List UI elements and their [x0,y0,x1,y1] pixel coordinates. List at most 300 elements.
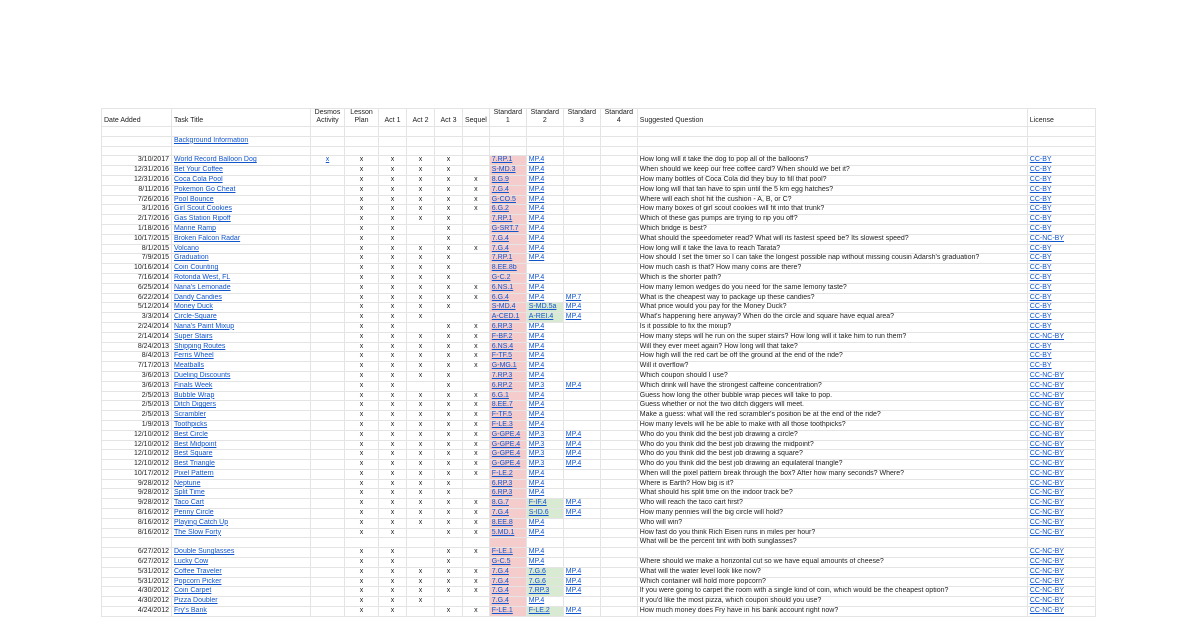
sequel-cell [463,607,490,617]
date-cell: 2/14/2014 [137,332,169,340]
standard-1-link[interactable]: 6.G.4 [491,293,509,301]
standard-3-link[interactable]: MP.4 [565,460,582,468]
standard-1-link[interactable]: 6.RP.3 [491,322,513,330]
standard-1-cell [489,440,526,450]
standard-2-link[interactable]: MP.4 [528,342,545,350]
act2-mark: x [418,450,423,458]
standard-1-link[interactable]: S-MD.3 [491,166,516,174]
standard-1-link[interactable]: G-MG.1 [491,362,517,370]
license-link[interactable]: CC-NC-BY [1029,391,1065,399]
license-link[interactable]: CC-BY [1029,293,1052,301]
standard-1-cell [489,156,526,166]
task-title-link[interactable]: The Slow Forty [174,528,222,536]
license-cell [1027,371,1095,381]
standard-2-link[interactable]: MP.4 [528,558,545,566]
standard-1-link[interactable]: G-C.2 [491,273,511,281]
task-title-link[interactable]: Best Square [174,450,213,458]
task-title-cell [172,166,311,176]
desmos-activity-cell [311,401,345,411]
date-cell: 10/16/2014 [133,264,169,272]
license-cell [1027,166,1095,176]
standard-1-link[interactable]: 8.G.7 [491,499,509,507]
standard-2-cell [526,332,563,342]
license-link[interactable]: CC-NC-BY [1029,420,1065,428]
standard-3-cell [563,479,600,489]
task-title-link[interactable]: Popcorn Picker [174,577,222,585]
license-link[interactable]: CC-BY [1029,352,1052,360]
task-title-link[interactable]: Dueling Discounts [174,371,231,379]
standard-3-link[interactable]: MP.4 [565,440,582,448]
suggested-question: Guess whether or not the two ditch diggers will meet. [639,401,804,409]
task-title-link[interactable]: Coca Cola Pool [174,175,223,183]
standard-4-cell [600,587,637,597]
standard-2-link[interactable]: MP.4 [528,215,545,223]
task-title-cell [172,224,311,234]
license-link[interactable]: CC-BY [1029,264,1052,272]
standard-1-link[interactable]: 7.G.4 [491,587,509,595]
task-title-link[interactable]: World Record Balloon Dog [174,156,257,164]
suggested-question: How fast do you think Rich Eisen runs in miles per hour? [639,528,816,536]
sequel-cell [463,440,490,450]
license-link[interactable]: CC-NC-BY [1029,440,1065,448]
standard-2-link[interactable]: MP.3 [528,440,545,448]
standard-2-link[interactable]: MP.4 [528,166,545,174]
date-cell: 7/17/2013 [137,362,169,370]
task-title-link[interactable]: Broken Falcon Radar [174,234,241,242]
standard-2-link[interactable]: 7.G.6 [528,567,546,575]
task-title-link[interactable]: Split Time [174,489,205,497]
task-title-link[interactable]: Lucky Cow [174,558,209,566]
sequel-cell [463,166,490,176]
standard-1-link[interactable]: S-MD.4 [491,303,516,311]
act1-cell [379,518,407,528]
act3-cell [435,567,463,577]
act3-cell [435,224,463,234]
sequel-mark: x [474,401,478,409]
license-link[interactable]: CC-BY [1029,224,1052,232]
act2-cell [407,205,435,215]
standard-2-link[interactable]: MP.4 [528,548,545,556]
standard-1-cell [489,332,526,342]
license-link[interactable]: CC-NC-BY [1029,489,1065,497]
task-title-link[interactable]: Best Triangle [174,460,215,468]
task-title-link[interactable]: Nana's Paint Mixup [174,322,235,330]
standard-1-link[interactable]: 6.NS.4 [491,342,514,350]
suggested-question-cell [637,528,1027,538]
license-link[interactable]: CC-NC-BY [1029,558,1065,566]
standard-3-link[interactable]: MP.7 [565,293,582,301]
license-link[interactable]: CC-NC-BY [1029,499,1065,507]
license-cell [1027,528,1095,538]
lesson-plan-cell [345,460,379,470]
table-row [102,548,1096,558]
task-title-cell [172,293,311,303]
task-title-link[interactable]: Best Circle [174,430,208,438]
standard-3-link[interactable]: MP.4 [565,567,582,575]
standard-1-link[interactable]: 7.G.4 [491,185,509,193]
license-link[interactable]: CC-BY [1029,254,1052,262]
task-title-link[interactable]: Pool Bounce [174,195,214,203]
act3-mark: x [446,509,451,517]
task-title-link[interactable]: Bubble Wrap [174,391,215,399]
license-link[interactable]: CC-BY [1029,342,1052,350]
task-title-link[interactable]: Meatballs [174,362,204,370]
license-link[interactable]: CC-BY [1029,195,1052,203]
standard-1-cell [489,548,526,558]
standard-1-link[interactable]: G-GPE.4 [491,440,521,448]
standard-1-link[interactable]: G-C.5 [491,558,511,566]
task-title-link[interactable]: Playing Catch Up [174,518,229,526]
sheet-body [102,127,1096,617]
task-title-link[interactable]: Toothpicks [174,420,208,428]
task-title-link[interactable]: Money Duck [174,303,213,311]
task-title-cell [172,175,311,185]
task-title-link[interactable]: Fry's Bank [174,607,207,615]
license-link[interactable]: CC-BY [1029,185,1052,193]
standard-3-link[interactable]: MP.4 [565,607,582,615]
license-link[interactable]: CC-BY [1029,156,1052,164]
background-information-link[interactable]: Background Information [174,136,249,144]
task-title-link[interactable]: Dandy Candies [174,293,222,301]
license-link[interactable]: CC-BY [1029,313,1052,321]
standard-2-link[interactable]: MP.4 [528,469,545,477]
task-title-link[interactable]: Coin Counting [174,264,219,272]
license-link[interactable]: CC-NC-BY [1029,469,1065,477]
standard-3-link[interactable]: MP.4 [565,499,582,507]
task-title-link[interactable]: Bet Your Coffee [174,166,223,174]
standard-2-cell [526,322,563,332]
lesson-plan-cell [345,567,379,577]
license-cell [1027,322,1095,332]
standard-1-link[interactable]: G-SRT.7 [491,224,519,232]
license-link[interactable]: CC-NC-BY [1029,234,1065,242]
standard-1-link[interactable]: 6.RP.2 [491,381,513,389]
license-link[interactable]: CC-NC-BY [1029,509,1065,517]
act3-mark: x [446,352,451,360]
act1-mark: x [390,558,395,566]
task-title-link[interactable]: Graduation [174,254,209,262]
task-title-link[interactable]: Shipping Routes [174,342,226,350]
date-cell: 2/24/2014 [137,322,169,330]
standard-2-link[interactable]: MP.4 [528,195,545,203]
task-title-link[interactable]: Marine Ramp [174,224,217,232]
standard-1-link[interactable]: F-LE.2 [491,469,513,477]
license-link[interactable]: CC-BY [1029,205,1052,213]
lesson-plan-cell [345,215,379,225]
standard-1-link[interactable]: 6.NS.1 [491,283,514,291]
standard-2-link[interactable]: MP.4 [528,332,545,340]
standard-1-cell [489,234,526,244]
standard-2-link[interactable]: F-LE.2 [528,607,550,615]
act3-mark: x [446,577,451,585]
standard-2-link[interactable]: MP.4 [528,371,545,379]
act1-mark: x [390,313,395,321]
standard-1-link[interactable]: 6.RP.3 [491,489,513,497]
standard-1-link[interactable]: 6.RP.3 [491,479,513,487]
standard-2-link[interactable]: MP.4 [528,518,545,526]
standard-2-link[interactable]: MP.4 [528,205,545,213]
sequel-cell [463,244,490,254]
task-title-cell [172,322,311,332]
standard-4-cell [600,499,637,509]
act3-cell [435,607,463,617]
standard-2-link[interactable]: MP.4 [528,156,545,164]
standard-2-link[interactable]: MP.4 [528,234,545,242]
task-title-link[interactable]: Coin Carpet [174,587,212,595]
license-link[interactable]: CC-BY [1029,303,1052,311]
standard-3-cell [563,391,600,401]
standard-1-cell [489,528,526,538]
license-link[interactable]: CC-BY [1029,166,1052,174]
task-title-link[interactable]: Super Stairs [174,332,213,340]
standard-4-cell [600,332,637,342]
standard-2-link[interactable]: MP.4 [528,352,545,360]
license-link[interactable]: CC-NC-BY [1029,411,1065,419]
standard-1-cell [489,322,526,332]
suggested-question: Where will each shot hit the cushion - A, B, or C? [639,195,792,203]
standard-2-link[interactable]: MP.4 [528,293,545,301]
license-link[interactable]: CC-NC-BY [1029,381,1065,389]
lesson-plan-mark: x [359,195,364,203]
standard-2-link[interactable]: MP.4 [528,175,545,183]
standard-1-link[interactable]: 7.G.4 [491,509,509,517]
standard-1-cell [489,293,526,303]
lesson-plan-mark: x [359,224,364,232]
task-title-link[interactable]: Volcano [174,244,199,252]
standard-1-cell [489,381,526,391]
standard-3-link[interactable]: MP.4 [565,587,582,595]
standard-2-cell [526,185,563,195]
license-link[interactable]: CC-BY [1029,175,1052,183]
standard-2-link[interactable]: MP.3 [528,450,545,458]
standard-3-link[interactable]: MP.4 [565,381,582,389]
task-title-link[interactable]: Girl Scout Cookies [174,205,232,213]
standard-2-link[interactable]: A-REI.4 [528,313,554,321]
act1-mark: x [390,509,395,517]
standard-1-link[interactable]: F-LE.1 [491,607,513,615]
act2-mark: x [418,567,423,575]
standard-2-link[interactable]: 7.G.6 [528,577,546,585]
standard-1-link[interactable]: A-CED.1 [491,313,520,321]
standard-3-cell [563,597,600,607]
suggested-question-cell [637,215,1027,225]
task-title-link[interactable]: Nana's Lemonade [174,283,231,291]
task-title-link[interactable]: Pizza Doubler [174,597,218,605]
act1-mark: x [390,362,395,370]
standard-2-link[interactable]: MP.3 [528,381,545,389]
task-title-link[interactable]: Rotonda West, FL [174,273,231,281]
license-link[interactable]: CC-NC-BY [1029,401,1065,409]
task-title-link[interactable]: Gas Station Ripoff [174,215,231,223]
standard-2-link[interactable]: 7.RP.3 [528,587,550,595]
date-cell: 9/28/2012 [137,499,169,507]
desmos-activity-cell [311,224,345,234]
suggested-question-cell [637,420,1027,430]
standard-1-link[interactable]: 5.MD.1 [491,528,515,536]
act3-cell [435,254,463,264]
standard-2-link[interactable]: MP.4 [528,244,545,252]
standard-1-link[interactable]: 8.G.9 [491,175,509,183]
lesson-plan-cell [345,234,379,244]
act2-cell [407,273,435,283]
task-title-link[interactable]: Best Midpoint [174,440,217,448]
standard-1-link[interactable]: 7.G.4 [491,567,509,575]
date-cell-cell [102,293,172,303]
standard-3-link[interactable]: MP.4 [565,303,582,311]
license-link[interactable]: CC-BY [1029,322,1052,330]
task-title-link[interactable]: Taco Cart [174,499,204,507]
standard-1-link[interactable]: 8.EE.8b [491,264,517,272]
task-title-link[interactable]: Penny Circle [174,509,214,517]
task-title-cell [172,469,311,479]
desmos-activity-cell [311,185,345,195]
standard-3-link[interactable]: MP.4 [565,313,582,321]
license-link[interactable]: CC-NC-BY [1029,548,1065,556]
standard-3-link[interactable]: MP.4 [565,577,582,585]
standard-3-link[interactable]: MP.4 [565,509,582,517]
act3-mark: x [446,283,451,291]
license-link[interactable]: CC-NC-BY [1029,587,1065,595]
standard-1-link[interactable]: 7.RP.1 [491,215,513,223]
act2-cell [407,401,435,411]
license-link[interactable]: CC-NC-BY [1029,371,1065,379]
license-link[interactable]: CC-NC-BY [1029,528,1065,536]
task-title-link[interactable]: Ditch Diggers [174,401,217,409]
license-link[interactable]: CC-BY [1029,362,1052,370]
lesson-plan-cell [345,391,379,401]
suggested-question-cell [637,322,1027,332]
date-cell-cell [102,205,172,215]
date-cell-cell [102,577,172,587]
standard-1-link[interactable]: F-LE.3 [491,420,513,428]
standard-1-link[interactable]: 7.G.4 [491,234,509,242]
standard-1-link[interactable]: G-GPE.4 [491,460,521,468]
standard-4-cell [600,577,637,587]
standard-1-link[interactable]: 7.G.4 [491,577,509,585]
act2-mark: x [418,587,423,595]
license-link[interactable]: CC-BY [1029,215,1052,223]
standard-1-link[interactable]: 8.EE.8 [491,518,513,526]
standard-2-link[interactable]: MP.4 [528,489,545,497]
standard-2-link[interactable]: MP.3 [528,460,545,468]
standard-2-link[interactable]: MP.4 [528,391,545,399]
lesson-plan-cell [345,362,379,372]
task-title-link[interactable]: Ferris Wheel [174,352,214,360]
standard-1-link[interactable]: 7.RP.1 [491,254,513,262]
lesson-plan-cell [345,175,379,185]
standard-1-link[interactable]: 8.EE.7 [491,401,513,409]
standard-2-link[interactable]: MP.4 [528,411,545,419]
standard-2-link[interactable]: S-MD.5a [528,303,557,311]
standard-2-link[interactable]: MP.4 [528,597,545,605]
standard-1-link[interactable]: F-TF.5 [491,352,513,360]
license-link[interactable]: CC-BY [1029,244,1052,252]
desmos-activity-link[interactable]: x [325,156,330,164]
standard-1-link[interactable]: 6.G.2 [491,205,509,213]
table-row [102,185,1096,195]
license-link[interactable]: CC-NC-BY [1029,332,1065,340]
license-link[interactable]: CC-NC-BY [1029,518,1065,526]
task-title-link[interactable]: Double Sunglasses [174,548,235,556]
sequel-cell [463,322,490,332]
license-link[interactable]: CC-NC-BY [1029,430,1065,438]
standard-2-link[interactable]: MP.4 [528,185,545,193]
standard-1-link[interactable]: 7.RP.3 [491,371,513,379]
license-link[interactable]: CC-NC-BY [1029,607,1065,615]
date-cell: 9/28/2012 [137,489,169,497]
license-link[interactable]: CC-BY [1029,283,1052,291]
standard-2-link[interactable]: MP.4 [528,224,545,232]
standard-2-link[interactable]: MP.3 [528,430,545,438]
act3-mark: x [446,166,451,174]
act1-cell [379,244,407,254]
sequel-cell [463,411,490,421]
standard-2-link[interactable]: MP.4 [528,322,545,330]
standard-2-link[interactable]: MP.4 [528,479,545,487]
standard-2-link[interactable]: MP.4 [528,254,545,262]
standard-2-link[interactable]: S-ID.6 [528,509,549,517]
standard-2-cell [526,166,563,176]
standard-2-link[interactable]: MP.4 [528,528,545,536]
standard-4-cell [600,450,637,460]
standard-1-link[interactable]: F-BF.2 [491,332,513,340]
standard-2-link[interactable]: MP.4 [528,273,545,281]
standard-1-link[interactable]: G-CO.5 [491,195,516,203]
license-link[interactable]: CC-NC-BY [1029,450,1065,458]
standard-1-link[interactable]: F-LE.1 [491,548,513,556]
standard-2-link[interactable]: MP.4 [528,420,545,428]
task-title-link[interactable]: Pokemon Go Cheat [174,185,236,193]
standard-2-link[interactable]: MP.4 [528,362,545,370]
standard-2-link[interactable]: F-IF.4 [528,499,547,507]
standard-2-cell [526,411,563,421]
task-title-link[interactable]: Finals Week [174,381,213,389]
standard-1-link[interactable]: 7.RP.1 [491,156,513,164]
standard-1-link[interactable]: G-GPE.4 [491,450,521,458]
act2-mark: x [418,195,423,203]
standard-2-cell [526,509,563,519]
task-title-link[interactable]: Coffee Traveler [174,567,222,575]
act3-mark: x [446,205,451,213]
standard-4-cell [600,234,637,244]
date-cell-cell [102,244,172,254]
suggested-question: Who do you think did the best job drawing a square? [639,450,803,458]
license-link[interactable]: CC-NC-BY [1029,567,1065,575]
standard-1-link[interactable]: F-TF.5 [491,411,513,419]
license-link[interactable]: CC-NC-BY [1029,460,1065,468]
task-title-link[interactable]: Scrambler [174,411,206,419]
license-link[interactable]: CC-NC-BY [1029,577,1065,585]
standard-1-link[interactable]: 7.G.4 [491,244,509,252]
task-title-link[interactable]: Pixel Pattern [174,469,214,477]
suggested-question: Who do you think did the best job drawing an equilateral triangle? [639,460,843,468]
task-title-link[interactable]: Circle-Square [174,313,217,321]
standard-2-link[interactable]: MP.4 [528,283,545,291]
sequel-mark: x [474,411,478,419]
act1-cell [379,597,407,607]
act1-cell [379,322,407,332]
standard-3-link[interactable]: MP.4 [565,430,582,438]
license-link[interactable]: CC-NC-BY [1029,597,1065,605]
standard-1-link[interactable]: G-GPE.4 [491,430,521,438]
license-link[interactable]: CC-BY [1029,273,1052,281]
license-link[interactable]: CC-NC-BY [1029,479,1065,487]
task-title-link[interactable]: Neptune [174,479,201,487]
standard-2-link[interactable]: MP.4 [528,401,545,409]
standard-1-link[interactable]: 6.G.1 [491,391,509,399]
standard-1-link[interactable]: 7.G.4 [491,597,509,605]
standard-3-link[interactable]: MP.4 [565,450,582,458]
